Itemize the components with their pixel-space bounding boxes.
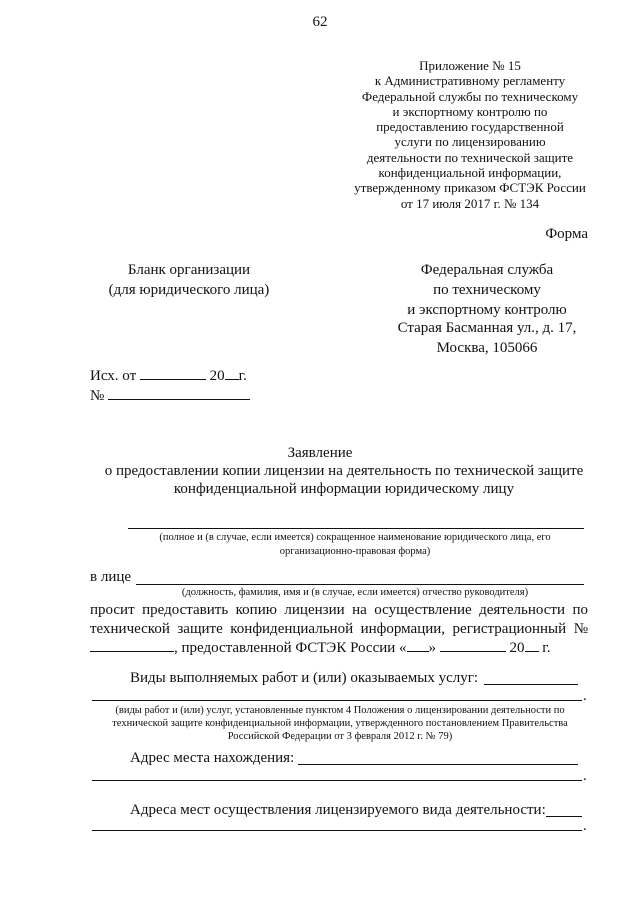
- recipient-line3: и экспортному контролю: [407, 302, 567, 318]
- application-title: Заявление: [287, 445, 353, 461]
- services-field-2[interactable]: [92, 700, 582, 701]
- appendix-line: услуги по лицензированию: [394, 134, 546, 150]
- request-text-b: , предоставленной ФСТЭК России «: [174, 640, 407, 656]
- outgoing-date-field[interactable]: [140, 366, 206, 380]
- recipient-line1: Федеральная служба: [420, 262, 554, 278]
- appendix-line: конфиденциальной информации,: [378, 165, 562, 181]
- request-text-a: просит предоставить копию лицензии на осуществление деятельности по технической защите конфиденциальной информации, регистрационный: [90, 602, 588, 637]
- in-person-field[interactable]: [136, 584, 584, 585]
- recipient-block: [372, 260, 602, 320]
- outgoing-year-prefix: 20: [209, 368, 225, 384]
- outgoing-year-suffix: г.: [238, 368, 247, 384]
- services-hint: (виды работ и (или) услуг, установленные пунктом 4 Положения о лицензировании деятельности по технической защите конфиденциальной информации, утвержденного постановлением Правительства Российской Федерации от 3 февраля 2012 г. № 79): [112, 705, 568, 742]
- org-name-hint: (полное и (в случае, если имеется) сокращенное наименование юридического лица, его организационно-правовая форма): [159, 532, 551, 557]
- appendix-line: к Административному регламенту: [374, 73, 566, 89]
- org-blank: [74, 260, 304, 300]
- outgoing-prefix: Исх. от: [90, 368, 137, 384]
- recipient-address: [372, 318, 602, 358]
- request-year: 20: [509, 640, 525, 656]
- appendix-line: Приложение № 15: [419, 58, 521, 73]
- location-label: Адрес места нахождения:: [130, 750, 295, 766]
- services-field-1[interactable]: [484, 684, 578, 685]
- org-name-field[interactable]: [128, 528, 584, 529]
- appendix-block: [310, 58, 630, 211]
- activity-addresses-label: Адреса мест осуществления лицензируемого вида деятельности:: [130, 802, 546, 818]
- form-label: Форма: [545, 226, 588, 242]
- request-num-label: №: [573, 620, 588, 637]
- recipient-address-line1: Старая Басманная ул., д. 17,: [397, 320, 577, 336]
- registration-number-field[interactable]: [90, 638, 174, 652]
- outgoing-year-field[interactable]: [225, 366, 239, 380]
- request-year-suffix: г.: [542, 640, 551, 656]
- recipient-line2: по техническому: [433, 282, 541, 298]
- location-field-2[interactable]: [92, 780, 582, 781]
- in-person-hint: (должность, фамилия, имя и (в случае, если имеется) отчество руководителя): [181, 587, 529, 598]
- appendix-line: и экспортному контролю по: [392, 103, 548, 119]
- application-subtitle: о предоставлении копии лицензии на деятельность по технической защите конфиденциальной информации юридическому лицу: [104, 463, 584, 497]
- services-label: Виды выполняемых работ и (или) оказываемых услуг:: [130, 670, 479, 686]
- request-text: [90, 601, 588, 658]
- request-text-c: »: [428, 640, 437, 656]
- appendix-line: предоставлению государственной: [376, 119, 564, 135]
- outgoing-ref: [90, 366, 250, 406]
- license-day-field[interactable]: [407, 638, 429, 652]
- org-blank-line1: Бланк организации: [127, 262, 251, 278]
- appendix-line: утвержденному приказом ФСТЭК России: [354, 180, 586, 196]
- outgoing-number-field[interactable]: [108, 386, 250, 400]
- page-number: 62: [312, 14, 328, 30]
- appendix-line: Федеральной службы по техническому: [361, 88, 579, 104]
- appendix-line: деятельности по технической защите: [366, 149, 574, 165]
- activity-addresses-field-2[interactable]: [92, 830, 582, 831]
- recipient-address-line2: Москва, 105066: [436, 340, 538, 356]
- location-field-1[interactable]: [298, 764, 578, 765]
- activity-addresses-field-1[interactable]: [546, 816, 582, 817]
- in-person-label: в лице: [90, 569, 132, 585]
- outgoing-number-label: №: [90, 388, 105, 404]
- org-blank-line2: (для юридического лица): [108, 282, 270, 298]
- license-month-field[interactable]: [440, 638, 506, 652]
- appendix-line: от 17 июля 2017 г. № 134: [400, 195, 540, 211]
- license-year-field[interactable]: [525, 638, 539, 652]
